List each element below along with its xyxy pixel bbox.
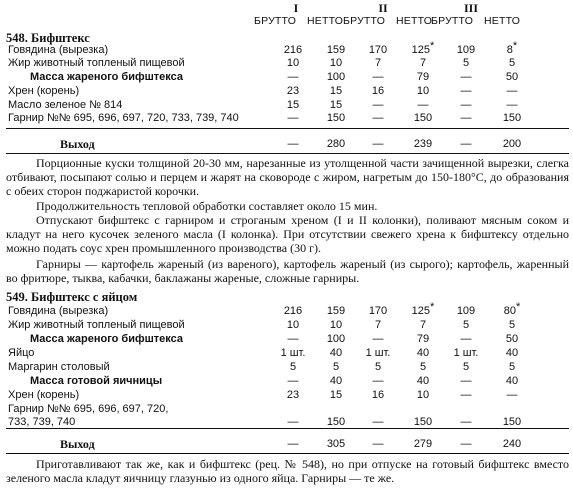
ingredient-label: Жир животный топленый пищевой xyxy=(8,319,185,331)
ingredient-value: 40 xyxy=(505,375,519,387)
column-header-brutto-2: БРУТТО xyxy=(343,15,386,27)
ingredient-value: 5 xyxy=(508,319,516,331)
ingredient-value: — xyxy=(287,375,299,387)
recipe-548-paragraph-3: Отпускают бифштекс с гарниром и строганым хреном (I и II колонки), поливают мясным соком и кладут на него кусочек зеленого масла (I колонка). При отсутствии свежего хрена к бифштексу отдельно можно подать соус хрен промышленного производства (30 г). xyxy=(6,213,569,255)
ingredient-value: 150 xyxy=(502,112,522,124)
ingredient-value: 5 xyxy=(462,319,470,331)
ingredient-label: Гарнир №№ 695, 696, 697, 720, 733, 739, 740 xyxy=(8,112,239,124)
ingredient-value: 5 xyxy=(419,361,427,373)
ingredient-label: Масса жареного бифштекса xyxy=(30,71,184,83)
ingredient-value: — xyxy=(460,99,472,111)
footnote-asterisk: * xyxy=(512,40,518,52)
ingredient-value: — xyxy=(287,71,299,83)
ingredient-label: Говядина (вырезка) xyxy=(8,305,109,317)
ingredient-value: 10 xyxy=(416,85,430,97)
ingredient-value: 50 xyxy=(505,71,519,83)
ingredient-value: 150 xyxy=(502,416,522,428)
ingredient-label: Говядина (вырезка) xyxy=(8,44,109,56)
ingredient-value: 5 xyxy=(332,361,340,373)
ingredient-value: 1 шт. xyxy=(280,347,306,359)
ingredient-value: 5 xyxy=(508,361,516,373)
recipe-548-paragraph-1: Порционные куски толщиной 20-30 мм, нарезанные из утолщенной части зачищенной вырезки, слегка отбивают, посыпают солью и перцем и жарят на сковороде с жиром, нагретым до 150-180°С, до образования с обеих сторон поджаристой корочки. xyxy=(6,156,569,198)
yield-value: 240 xyxy=(502,438,522,450)
ingredient-value: 216 xyxy=(283,305,303,317)
ingredient-value: — xyxy=(506,85,518,97)
ingredient-value: 5 xyxy=(374,361,382,373)
ingredient-value: 10 xyxy=(329,57,343,69)
recipe-549-yield-label: Выход xyxy=(60,437,95,451)
ingredient-value: 15 xyxy=(286,99,300,111)
ingredient-value: 7 xyxy=(419,319,427,331)
yield-value: — xyxy=(372,438,384,450)
ingredient-value: 15 xyxy=(329,85,343,97)
ingredient-value: 170 xyxy=(368,44,388,56)
column-header-netto-2: НЕТТО xyxy=(396,15,433,27)
ingredient-value: 7 xyxy=(419,57,427,69)
ingredient-value: 15 xyxy=(329,389,343,401)
ingredient-value: 125* xyxy=(411,301,435,317)
ingredient-label: Масса жареного бифштекса xyxy=(30,333,184,345)
ingredient-value: 10 xyxy=(286,319,300,331)
column-group-3-numeral: III xyxy=(463,1,478,15)
recipe-548-paragraph-2: Продолжительность тепловой обработки составляет около 15 мин. xyxy=(36,199,378,213)
ingredient-value: 40 xyxy=(416,347,430,359)
ingredient-value: 109 xyxy=(456,44,476,56)
ingredient-value: 150 xyxy=(326,416,346,428)
column-header-netto-1: НЕТТО xyxy=(307,15,344,27)
recipe-548-yield-label: Выход xyxy=(60,137,95,151)
ingredient-value: 159 xyxy=(326,44,346,56)
ingredient-label: Хрен (корень) xyxy=(8,85,80,97)
ingredient-value: — xyxy=(287,112,299,124)
yield-value: 279 xyxy=(413,438,433,450)
yield-value: — xyxy=(287,438,299,450)
ingredient-value: 216 xyxy=(283,44,303,56)
ingredient-value: 1 шт. xyxy=(453,347,479,359)
ingredient-value: 150 xyxy=(326,112,346,124)
ingredient-value: 50 xyxy=(505,333,519,345)
ingredient-value: 109 xyxy=(456,305,476,317)
yield-value: 280 xyxy=(326,138,346,150)
recipe-549-rule-top xyxy=(6,428,569,429)
yield-value: 239 xyxy=(413,138,433,150)
ingredient-value: — xyxy=(372,416,384,428)
column-header-brutto-1: БРУТТО xyxy=(254,15,297,27)
ingredient-label: Жир животный топленый пищевой xyxy=(8,57,185,69)
ingredient-value: 5 xyxy=(462,361,470,373)
ingredient-value: — xyxy=(372,99,384,111)
ingredient-value: — xyxy=(460,389,472,401)
recipe-548-title: 548. Бифштекс xyxy=(6,31,90,45)
recipe-548-paragraph-4: Гарниры — картофель жареный (из вареного), картофель жареный (из сырого); картофель, жаренный во фритюре, тыква, кабачки, баклажаны жареные, сложные гарниры. xyxy=(6,257,569,285)
column-header-netto-3: НЕТТО xyxy=(484,15,521,27)
ingredient-value: 159 xyxy=(326,305,346,317)
ingredient-value: 100 xyxy=(326,71,346,83)
footnote-asterisk: * xyxy=(430,301,435,313)
recipe-549-paragraph: Приготавливают так же, как и бифштекс (рец. № 548), но при отпуске на готовый бифштекс вместо зеленого масла кладут яичницу глазунью из одного яйца. Гарниры — те же. xyxy=(6,457,569,485)
ingredient-value: — xyxy=(460,71,472,83)
ingredient-value: — xyxy=(372,333,384,345)
ingredient-value: 40 xyxy=(329,347,343,359)
ingredient-label: Яйцо xyxy=(8,347,35,359)
yield-value: — xyxy=(287,138,299,150)
ingredient-value: 40 xyxy=(505,347,519,359)
ingredient-value: 16 xyxy=(371,389,385,401)
ingredient-value: — xyxy=(460,375,472,387)
ingredient-value: — xyxy=(460,85,472,97)
ingredient-value: — xyxy=(506,389,518,401)
ingredient-value: 100 xyxy=(326,333,346,345)
ingredient-value: — xyxy=(372,375,384,387)
ingredient-value: 150 xyxy=(413,416,433,428)
yield-value: 200 xyxy=(502,138,522,150)
yield-value: 305 xyxy=(326,438,346,450)
ingredient-value: 10 xyxy=(416,389,430,401)
ingredient-value: 8* xyxy=(506,40,518,56)
column-header-brutto-3: БРУТТО xyxy=(431,15,474,27)
yield-value: — xyxy=(460,438,472,450)
ingredient-value: 79 xyxy=(416,333,430,345)
ingredient-label: Маргарин столовый xyxy=(8,361,110,373)
ingredient-value: 10 xyxy=(329,319,343,331)
ingredient-value: 5 xyxy=(289,361,297,373)
ingredient-value: — xyxy=(287,333,299,345)
ingredient-value: — xyxy=(287,416,299,428)
ingredient-label: Масса готовой яичницы xyxy=(30,375,163,387)
footnote-asterisk: * xyxy=(430,40,435,52)
ingredient-value: 79 xyxy=(416,71,430,83)
ingredient-value: 80* xyxy=(503,301,521,317)
ingredient-value: 5 xyxy=(462,57,470,69)
ingredient-label: Хрен (корень) xyxy=(8,389,80,401)
recipe-549-title: 549. Бифштекс с яйцом xyxy=(6,290,138,304)
ingredient-value: 40 xyxy=(416,375,430,387)
ingredient-value: 5 xyxy=(508,57,516,69)
ingredient-value: — xyxy=(417,99,429,111)
ingredient-value: 40 xyxy=(329,375,343,387)
ingredient-value: 7 xyxy=(374,319,382,331)
ingredient-label: Гарнир №№ 695, 696, 697, 720, xyxy=(8,403,169,415)
ingredient-value: — xyxy=(372,71,384,83)
ingredient-value: 170 xyxy=(368,305,388,317)
ingredient-value: 7 xyxy=(374,57,382,69)
ingredient-label: Масло зеленое № 814 xyxy=(8,99,123,111)
ingredient-value: 125* xyxy=(411,40,435,56)
column-group-2-numeral: II xyxy=(378,1,388,15)
ingredient-value: 150 xyxy=(413,112,433,124)
ingredient-value: — xyxy=(506,99,518,111)
ingredient-label: 733, 739, 740 xyxy=(8,416,76,428)
ingredient-value: 1 шт. xyxy=(365,347,391,359)
ingredient-value: 16 xyxy=(371,85,385,97)
ingredient-value: — xyxy=(372,112,384,124)
footnote-asterisk: * xyxy=(515,301,521,313)
recipe-548-rule-bottom xyxy=(6,153,569,154)
recipe-548-rule-top xyxy=(6,128,569,129)
column-group-1-numeral: I xyxy=(293,1,299,15)
ingredient-value: 10 xyxy=(286,57,300,69)
ingredient-value: 15 xyxy=(329,99,343,111)
yield-value: — xyxy=(460,138,472,150)
ingredient-value: 23 xyxy=(286,85,300,97)
ingredient-value: 23 xyxy=(286,389,300,401)
ingredient-value: — xyxy=(460,112,472,124)
ingredient-value: — xyxy=(460,333,472,345)
ingredient-value: — xyxy=(460,416,472,428)
yield-value: — xyxy=(372,138,384,150)
recipe-549-rule-bottom xyxy=(6,453,569,454)
